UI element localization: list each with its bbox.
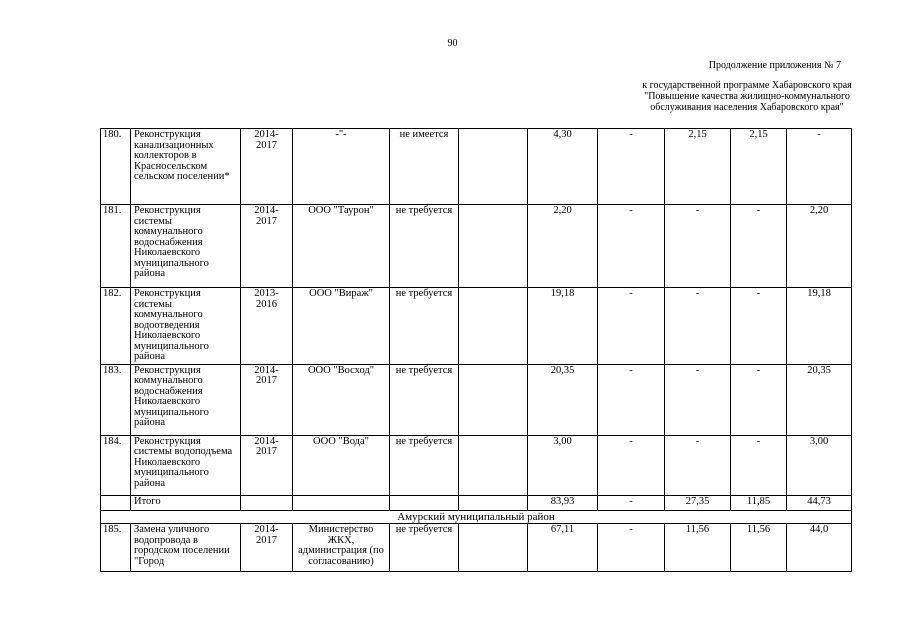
row-blank — [459, 364, 528, 435]
row-f2: - — [665, 288, 731, 365]
row-period: 2014-2017 — [241, 435, 293, 495]
row-document: не имеется — [390, 129, 459, 205]
row-total: 67,11 — [528, 524, 598, 572]
row-period: 2013-2016 — [241, 288, 293, 365]
page-number: 90 — [447, 38, 458, 49]
row-total: 19,18 — [528, 288, 598, 365]
row-f2: 11,56 — [665, 524, 731, 572]
row-f3: - — [731, 364, 787, 435]
row-f1: - — [598, 435, 665, 495]
row-executor: ООО "Таурон" — [293, 205, 390, 288]
row-document: не требуется — [390, 364, 459, 435]
row-f3: - — [731, 435, 787, 495]
row-executor: Министерство ЖКХ, администрация (по согласованию) — [293, 524, 390, 572]
row-total: 4,30 — [528, 129, 598, 205]
row-number — [101, 495, 131, 510]
row-period: 2014-2017 — [241, 524, 293, 572]
section-title: Амурский муниципальный район — [101, 510, 852, 524]
row-document: не требуется — [390, 288, 459, 365]
row-document: не требуется — [390, 435, 459, 495]
row-executor: ООО "Восход" — [293, 364, 390, 435]
row-f1: - — [598, 364, 665, 435]
row-executor: ООО "Вираж" — [293, 288, 390, 365]
appendix-subtitle — [627, 80, 867, 113]
total-f4: 44,73 — [787, 495, 852, 510]
total-row — [101, 495, 852, 510]
row-period: 2014-2017 — [241, 129, 293, 205]
total-f1: - — [598, 495, 665, 510]
row-blank — [459, 129, 528, 205]
row-number: 183. — [101, 364, 131, 435]
total-sum: 83,93 — [528, 495, 598, 510]
row-name: Реконструкция коммунального водоснабжения Николаевского муниципального района — [131, 364, 241, 435]
row-executor: -"- — [293, 129, 390, 205]
row-f4: 3,00 — [787, 435, 852, 495]
row-f1: - — [598, 129, 665, 205]
total-f3: 11,85 — [731, 495, 787, 510]
row-f4: 44,0 — [787, 524, 852, 572]
section-header-row — [101, 510, 852, 524]
row-f3: - — [731, 205, 787, 288]
row-f3: 11,56 — [731, 524, 787, 572]
continuation-note: Продолжение приложения № 7 — [708, 60, 841, 71]
row-name: Реконструкция канализационных коллекторов в Красносельском сельском поселении* — [131, 129, 241, 205]
total-f2: 27,35 — [665, 495, 731, 510]
table-row — [101, 205, 852, 288]
row-f2: 2,15 — [665, 129, 731, 205]
row-f4: 20,35 — [787, 364, 852, 435]
row-period: 2014-2017 — [241, 364, 293, 435]
subtitle-line: к государственной программе Хабаровского края — [642, 80, 852, 91]
row-document: не требуется — [390, 524, 459, 572]
subtitle-line: "Повышение качества жилищно-коммунального — [644, 91, 850, 102]
row-f2: - — [665, 205, 731, 288]
row-f1: - — [598, 524, 665, 572]
row-blank — [459, 288, 528, 365]
row-f2: - — [665, 435, 731, 495]
row-executor — [293, 495, 390, 510]
row-name: Реконструкция системы водоподъема Николаевского муниципального района — [131, 435, 241, 495]
table-row — [101, 435, 852, 495]
row-number: 182. — [101, 288, 131, 365]
total-label: Итого — [131, 495, 241, 510]
row-f1: - — [598, 205, 665, 288]
row-total: 3,00 — [528, 435, 598, 495]
row-executor: ООО "Вода" — [293, 435, 390, 495]
row-period: 2014-2017 — [241, 205, 293, 288]
row-f3: 2,15 — [731, 129, 787, 205]
row-name: Реконструкция системы коммунального водоснабжения Николаевского муниципального района — [131, 205, 241, 288]
row-total: 20,35 — [528, 364, 598, 435]
table-row — [101, 288, 852, 365]
program-table — [100, 128, 852, 572]
row-blank — [459, 524, 528, 572]
row-name: Реконструкция системы коммунального водоотведения Николаевского муниципального района — [131, 288, 241, 365]
row-f4: 19,18 — [787, 288, 852, 365]
row-number: 184. — [101, 435, 131, 495]
row-blank — [459, 205, 528, 288]
row-number: 185. — [101, 524, 131, 572]
table-row — [101, 524, 852, 572]
table-row — [101, 364, 852, 435]
row-f4: 2,20 — [787, 205, 852, 288]
row-blank — [459, 495, 528, 510]
row-blank — [459, 435, 528, 495]
row-period — [241, 495, 293, 510]
row-document: не требуется — [390, 205, 459, 288]
row-number: 180. — [101, 129, 131, 205]
row-f4: - — [787, 129, 852, 205]
table-row — [101, 129, 852, 205]
subtitle-line: обслуживания населения Хабаровского края" — [650, 102, 844, 113]
row-number: 181. — [101, 205, 131, 288]
row-total: 2,20 — [528, 205, 598, 288]
row-name: Замена уличного водопровода в городском поселении "Город — [131, 524, 241, 572]
row-document — [390, 495, 459, 510]
row-f1: - — [598, 288, 665, 365]
row-f2: - — [665, 364, 731, 435]
row-f3: - — [731, 288, 787, 365]
